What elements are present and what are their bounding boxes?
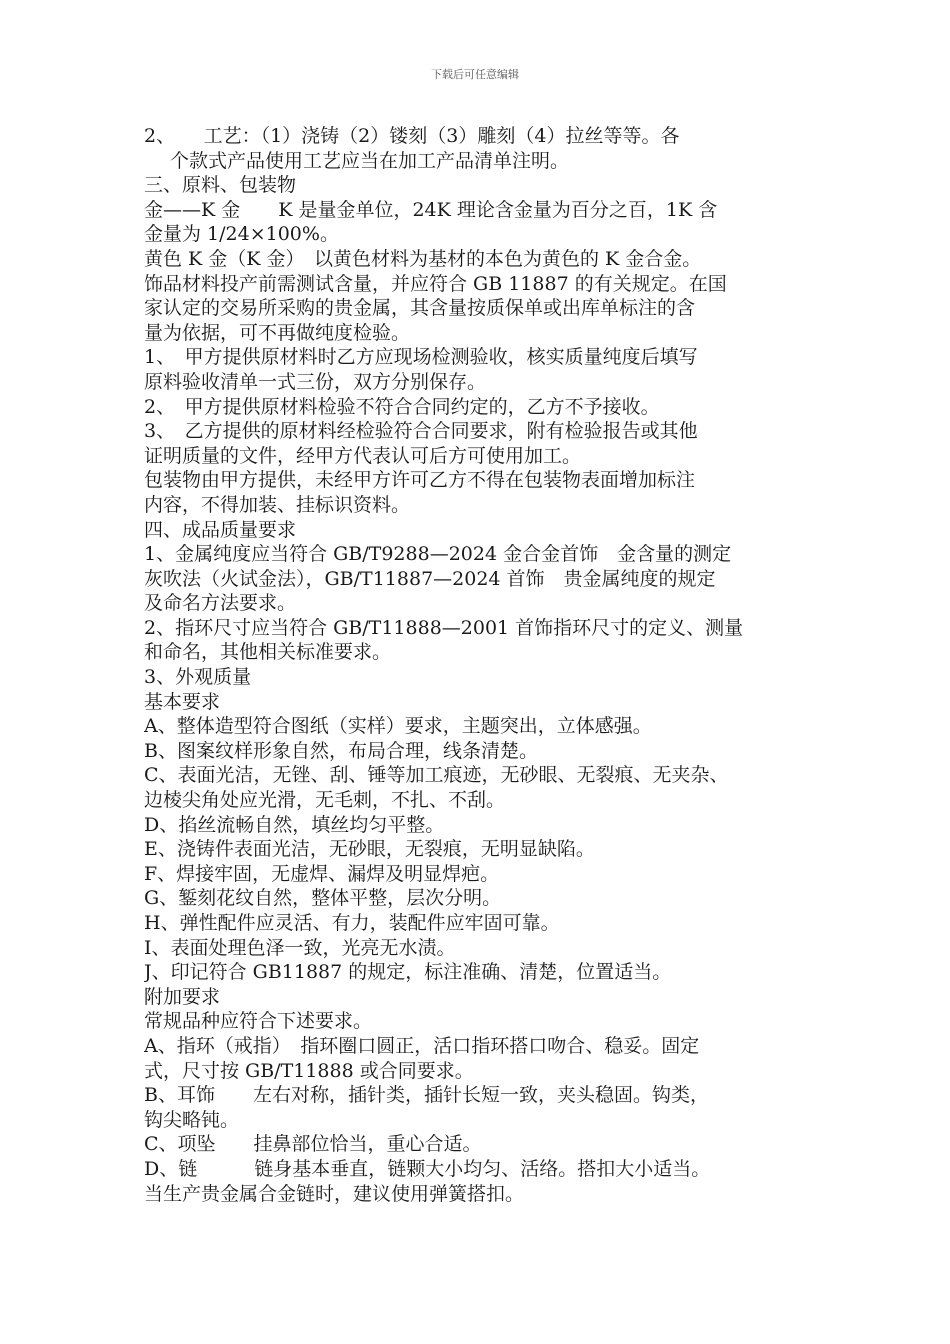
text-line: J、印记符合 GB11887 的规定，标注准确、清楚，位置适当。: [144, 961, 672, 984]
text-line: 原料验收清单一式三份，双方分别保存。: [144, 370, 487, 393]
text-line: 基本要求: [144, 690, 221, 713]
text-line: 量为依据，可不再做纯度检验。: [144, 321, 411, 344]
text-line: E、浇铸件表面光洁，无砂眼，无裂痕，无明显缺陷。: [144, 838, 595, 861]
text-line: B、耳饰 左右对称，插针类，插针长短一致，夹头稳固。钩类，: [144, 1084, 709, 1107]
text-line: G、錾刻花纹自然，整体平整，层次分明。: [144, 887, 502, 910]
text-line: 家认定的交易所采购的贵金属，其含量按质保单或出库单标注的含: [144, 297, 696, 320]
text-line: 饰品材料投产前需测试含量，并应符合 GB 11887 的有关规定。在国: [144, 272, 727, 295]
text-line: 2、 工艺：（1）浇铸（2）镂刻（3）雕刻（4）拉丝等等。各: [144, 125, 680, 147]
text-line: 1、 甲方提供原材料时乙方应现场检测验收，核实质量纯度后填写: [144, 346, 698, 369]
text-line: 常规品种应符合下述要求。: [144, 1010, 373, 1033]
text-line: 包装物由甲方提供，未经甲方许可乙方不得在包装物表面增加标注: [144, 469, 696, 492]
text-line: 金——K 金 K 是量金单位，24K 理论含金量为百分之百，1K 含: [144, 198, 718, 221]
text-line: 2、 甲方提供原材料检验不符合合同约定的，乙方不予接收。: [144, 395, 660, 418]
text-line: D、掐丝流畅自然，填丝均匀平整。: [144, 813, 445, 836]
text-line: 金量为 1/24×100%。: [144, 223, 339, 246]
text-line: A、指环（戒指） 指环圈口圆正，活口指环搭口吻合、稳妥。固定: [144, 1034, 700, 1057]
text-line: 及命名方法要求。: [144, 592, 297, 615]
text-line: 式，尺寸按 GB/T11888 或合同要求。: [144, 1059, 474, 1082]
text-line: 3、 乙方提供的原材料经检验符合合同要求，附有检验报告或其他: [144, 420, 698, 443]
text-line: 钩尖略钝。: [144, 1108, 240, 1131]
text-line: C、表面光洁，无锉、刮、锤等加工痕迹，无砂眼、无裂痕、无夹杂、: [144, 764, 729, 787]
text-line: 和命名，其他相关标准要求。: [144, 641, 392, 664]
text-line: 1、金属纯度应当符合 GB/T9288—2024 金合金首饰 金含量的测定: [144, 543, 732, 566]
text-line: 附加要求: [144, 985, 221, 1008]
page-header: 下载后可任意编辑: [431, 68, 519, 81]
text-line: A、整体造型符合图纸（实样）要求，主题突出，立体感强。: [144, 715, 652, 738]
text-line: I、表面处理色泽一致，光亮无水渍。: [144, 936, 456, 959]
text-line: 个款式产品使用工艺应当在加工产品清单注明。: [170, 149, 570, 172]
section-heading: 四、成品质量要求: [144, 518, 297, 541]
text-line: 2、指环尺寸应当符合 GB/T11888—2001 首饰指环尺寸的定义、测量: [144, 616, 744, 639]
text-line: C、项坠 挂鼻部位恰当，重心合适。: [144, 1133, 482, 1156]
text-line: 当生产贵金属合金链时，建议使用弹簧搭扣。: [144, 1182, 525, 1205]
text-line: 边棱尖角处应光滑，无毛刺，不扎、不刮。: [144, 789, 506, 812]
document-body: [144, 124, 834, 1206]
text-line: F、焊接牢固，无虚焊、漏焊及明显焊疤。: [144, 862, 500, 885]
text-line: 灰吹法（火试金法），GB/T11887—2024 首饰 贵金属纯度的规定: [144, 567, 716, 590]
section-heading: 三、原料、包装物: [144, 174, 297, 197]
text-line: 内容，不得加装、挂标识资料。: [144, 493, 411, 516]
text-line: H、弹性配件应灵活、有力，装配件应牢固可靠。: [144, 912, 560, 934]
text-line: 黄色 K 金（K 金） 以黄色材料为基材的本色为黄色的 K 金合金。: [144, 247, 702, 270]
text-line: B、图案纹样形象自然，布局合理，线条清楚。: [144, 739, 538, 762]
text-line: D、链 链身基本垂直，链颗大小均匀、活络。搭扣大小适当。: [144, 1157, 711, 1180]
text-line: 3、外观质量: [144, 666, 252, 689]
text-line: 证明质量的文件，经甲方代表认可后方可使用加工。: [144, 444, 582, 467]
